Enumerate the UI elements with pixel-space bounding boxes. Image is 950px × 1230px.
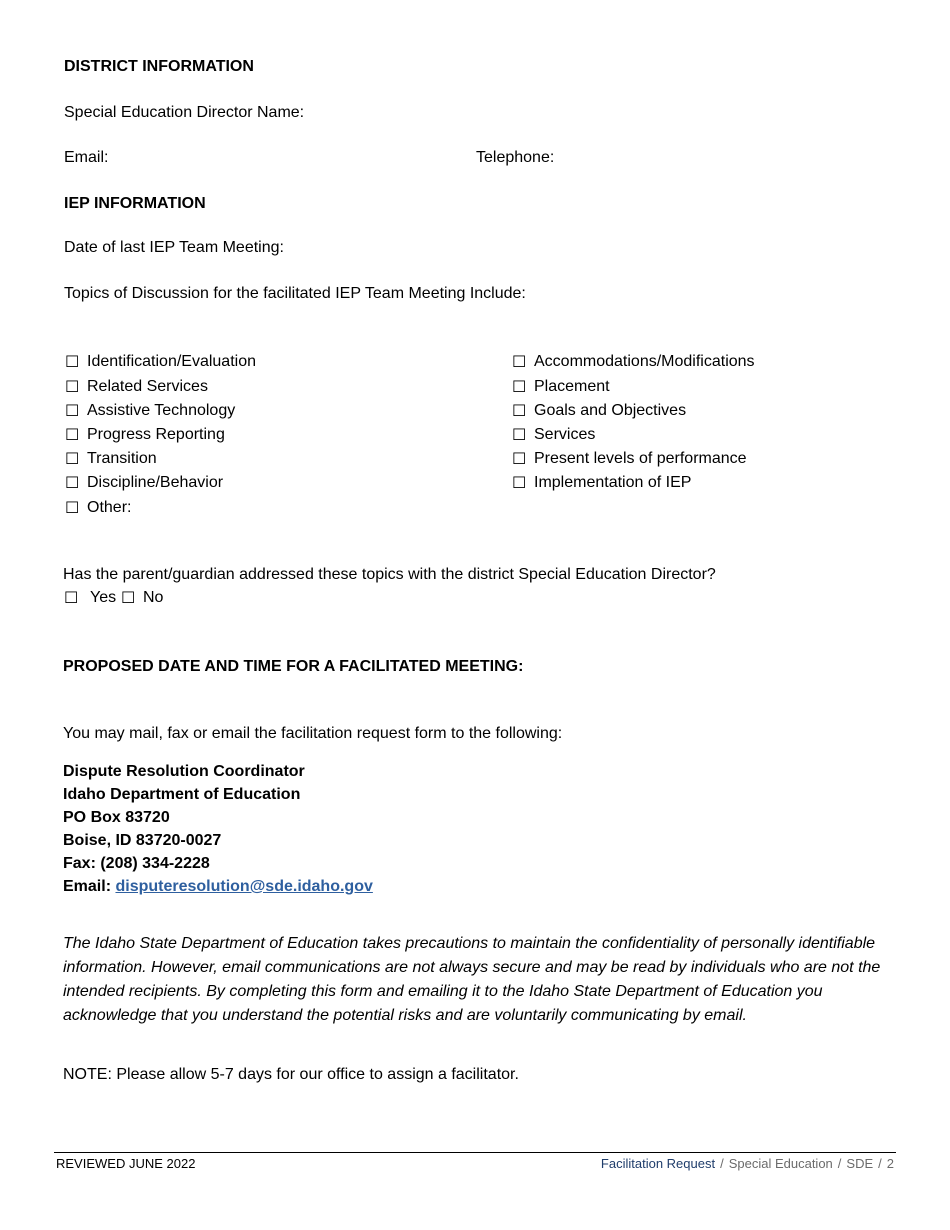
topic-checkbox[interactable]: ☐ (512, 449, 527, 468)
city-line: Boise, ID 83720-0027 (63, 832, 222, 849)
email-line (63, 875, 373, 898)
topic-checkbox[interactable]: ☐ (65, 377, 80, 396)
topic-checkbox[interactable]: ☐ (65, 425, 80, 444)
fax-line: Fax: (208) 334-2228 (63, 855, 210, 872)
topic-label: Placement (534, 378, 610, 395)
topic-checkbox[interactable]: ☐ (65, 498, 80, 517)
mailing-address (63, 760, 373, 898)
no-label: No (143, 589, 164, 606)
topic-label: Services (534, 426, 596, 443)
topic-label: Discipline/Behavior (87, 474, 224, 491)
confidentiality-disclaimer: The Idaho State Department of Education takes precautions to maintain the confidentiality of personally identifiable information. However, email communications are not always secure and may be read by individuals who are not the intended recipients. By completing this form and emailing it to the Idaho State Department of Education you acknowledge that you understand the potential risks and are voluntarily communicating by email. (63, 935, 881, 1024)
topic-label: Implementation of IEP (534, 474, 692, 491)
telephone-label: Telephone: (476, 149, 555, 166)
footer-agency: SDE (846, 1156, 874, 1171)
topic-checkbox[interactable]: ☐ (65, 401, 80, 420)
proposed-date-heading: PROPOSED DATE AND TIME FOR A FACILITATED MEETING: (63, 658, 524, 675)
yes-checkbox[interactable]: ☐ (64, 588, 79, 607)
footer-reviewed-date: REVIEWED JUNE 2022 (56, 1156, 196, 1171)
footer-divider (54, 1152, 896, 1153)
topic-label: Transition (87, 450, 157, 467)
email-line-label: Email: (63, 878, 112, 895)
last-iep-meeting-label: Date of last IEP Team Meeting: (64, 239, 284, 256)
topic-label: Accommodations/Modifications (534, 353, 755, 370)
topic-label: Other: (87, 499, 132, 516)
topics-label: Topics of Discussion for the facilitated IEP Team Meeting Include: (64, 285, 526, 302)
topic-checkbox[interactable]: ☐ (512, 377, 527, 396)
topic-label: Present levels of performance (534, 450, 747, 467)
mail-intro: You may mail, fax or email the facilitation request form to the following: (63, 725, 563, 742)
topic-label: Related Services (87, 378, 208, 395)
topic-checkbox[interactable]: ☐ (65, 352, 80, 371)
coordinator-line: Dispute Resolution Coordinator (63, 763, 305, 780)
yes-label: Yes (90, 589, 117, 606)
topic-checkbox[interactable]: ☐ (512, 401, 527, 420)
footer-doc-title: Facilitation Request (600, 1156, 716, 1171)
no-checkbox[interactable]: ☐ (121, 588, 136, 607)
footer-page-number: 2 (886, 1156, 894, 1171)
topic-checkbox[interactable]: ☐ (512, 473, 527, 492)
topic-checkbox[interactable]: ☐ (65, 449, 80, 468)
iep-information-heading: IEP INFORMATION (64, 195, 206, 212)
topic-checkbox[interactable]: ☐ (512, 352, 527, 371)
topic-label: Assistive Technology (87, 402, 236, 419)
district-information-heading: DISTRICT INFORMATION (64, 58, 254, 75)
po-box-line: PO Box 83720 (63, 809, 170, 826)
footer-separator: / (878, 1156, 882, 1171)
department-line: Idaho Department of Education (63, 786, 301, 803)
email-label: Email: (64, 149, 109, 166)
footer-section: Special Education (728, 1156, 833, 1171)
topic-label: Identification/Evaluation (87, 353, 256, 370)
topic-checkbox[interactable]: ☐ (65, 473, 80, 492)
footer-breadcrumb (601, 1156, 894, 1172)
footer-separator: / (837, 1156, 842, 1171)
topic-label: Goals and Objectives (534, 402, 687, 419)
footer-separator: / (720, 1156, 724, 1171)
email-link[interactable]: disputeresolution@sde.idaho.gov (115, 878, 373, 895)
topic-checkbox[interactable]: ☐ (512, 425, 527, 444)
facilitator-note: NOTE: Please allow 5-7 days for our office to assign a facilitator. (63, 1066, 519, 1083)
topic-label: Progress Reporting (87, 426, 225, 443)
parent-addressed-question: Has the parent/guardian addressed these topics with the district Special Education Director? (63, 566, 716, 583)
director-name-label: Special Education Director Name: (64, 104, 305, 121)
